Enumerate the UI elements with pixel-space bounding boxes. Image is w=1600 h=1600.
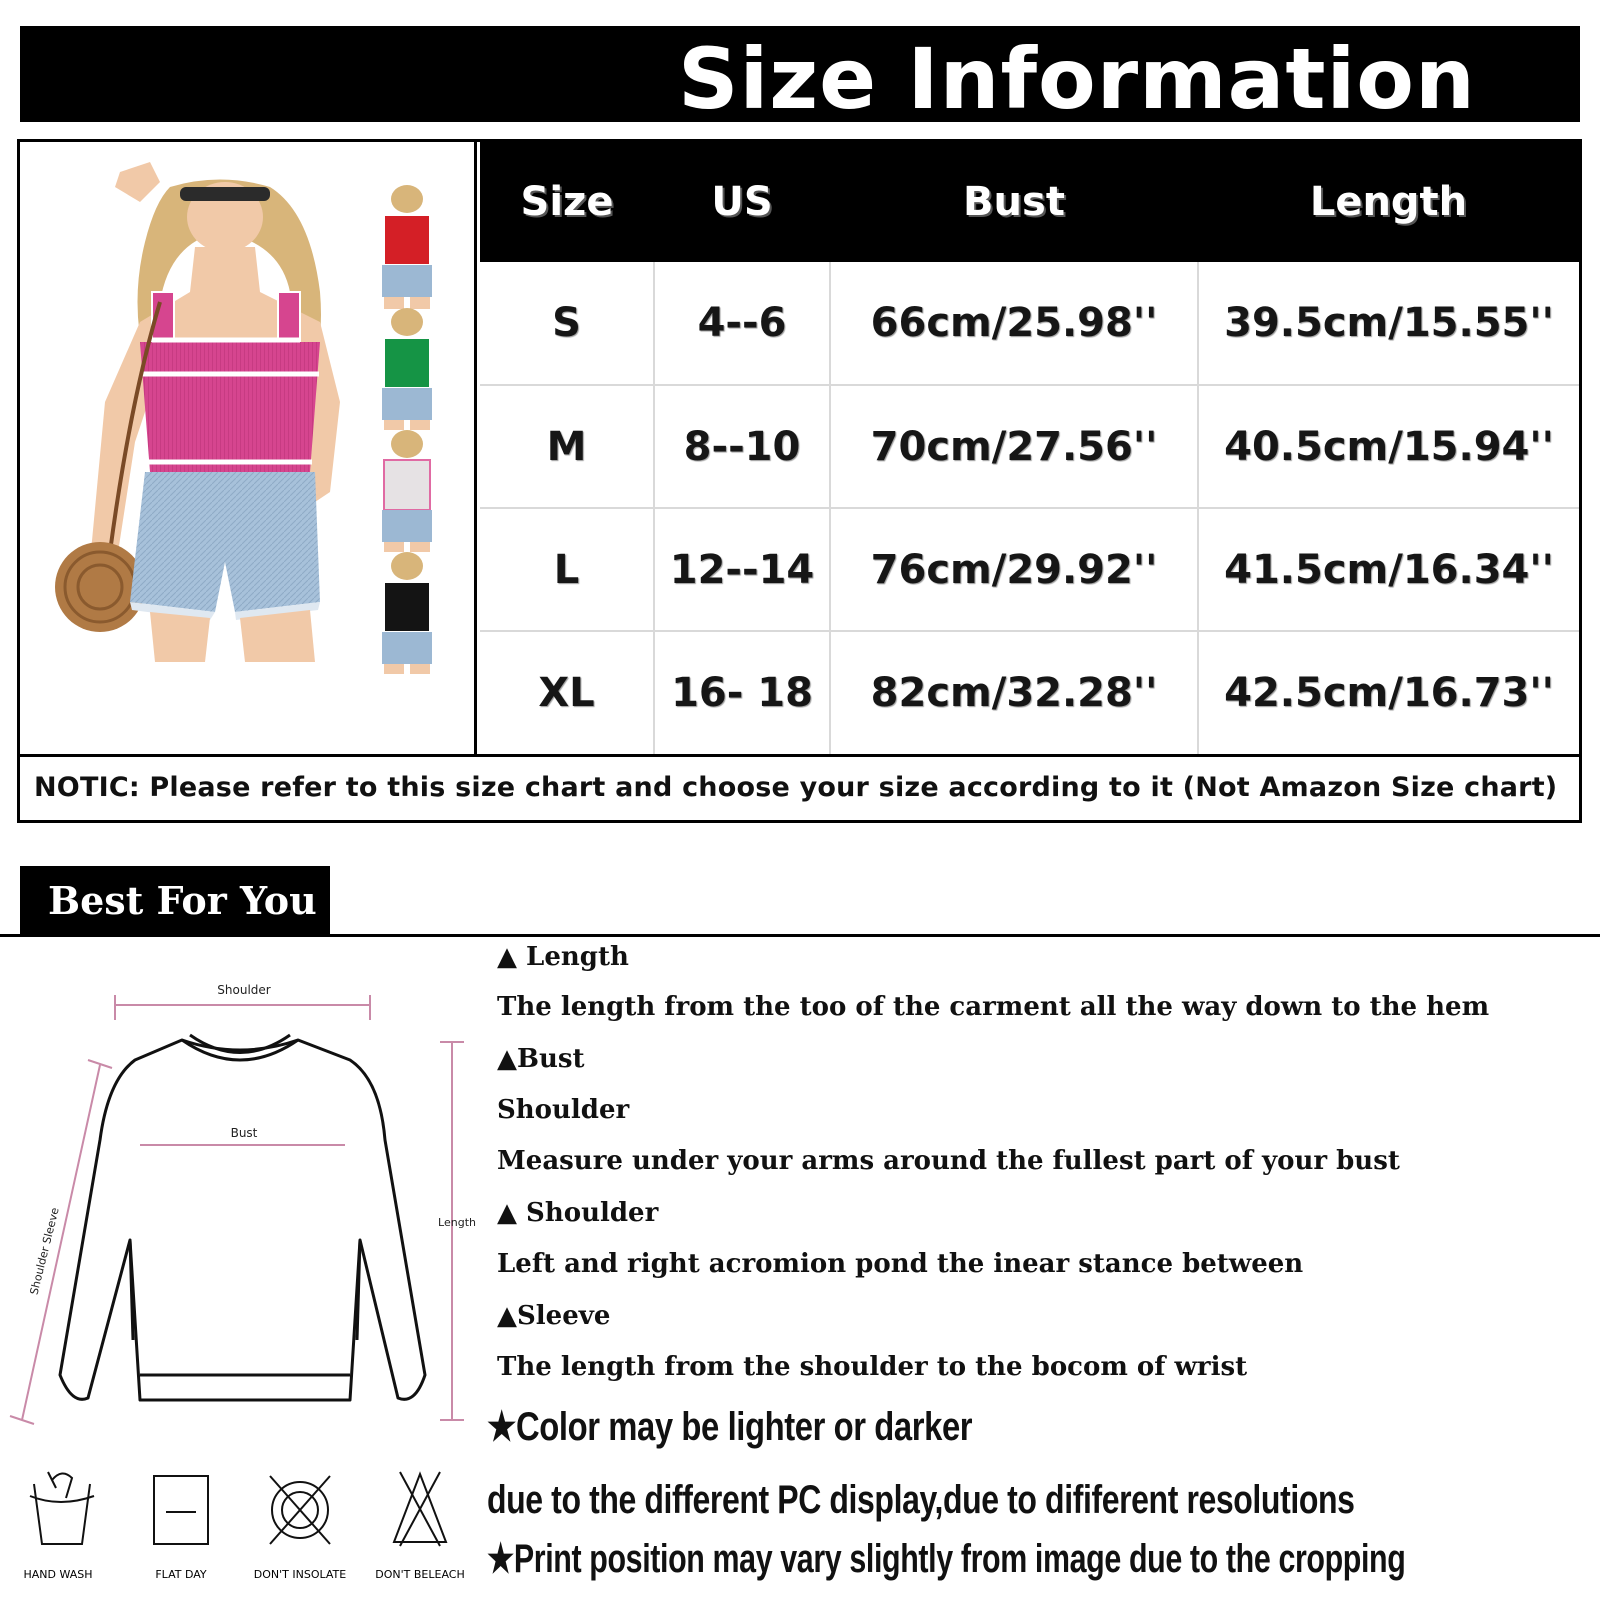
flat-dry-icon [154,1476,208,1544]
diagram-label-bust: Bust [230,1126,258,1140]
variant-black [382,552,432,674]
cell-bust: 76cm/29.92'' [830,508,1198,631]
cell-length: 39.5cm/15.55'' [1198,262,1579,385]
column-header-us: US [654,142,830,262]
cell-bust: 66cm/25.98'' [830,262,1198,385]
size-chart-box [17,139,1582,823]
column-header-size: Size [480,142,654,262]
dont-bleach-icon [394,1472,446,1546]
product-photo [20,142,477,754]
column-header-bust: Bust [830,142,1198,262]
size-notice: NOTIC: Please refer to this size chart and choose your size according to it (Not Amazon Size chart) [20,754,1579,820]
section-divider [0,934,1600,937]
guide-text-sleeve: The length from the shoulder to the bocom of wrist [497,1352,1248,1382]
page-title: Size Information [678,30,1476,128]
table-row [480,508,1579,631]
care-label: HAND WASH [23,1568,93,1581]
guide-text-length: The length from the too of the carment all the way down to the hem [497,992,1490,1022]
note-display: due to the different PC display,due to dififerent resolutions [487,1478,1355,1522]
guide-heading-length: ▲ Length [497,942,629,972]
cell-length: 42.5cm/16.73'' [1224,670,1554,716]
cell-us: 12--14 [654,508,830,631]
cell-us: 8--10 [654,385,830,508]
guide-heading-bust: ▲Bust [497,1044,585,1074]
diagram-label-length: Length [438,1216,476,1229]
table-row [480,631,1579,754]
variant-green [382,308,432,430]
care-icons [0,1468,480,1600]
cell-bust: 70cm/27.56'' [830,385,1198,508]
table-row [480,262,1579,385]
guide-heading-sleeve: ▲Sleeve [497,1301,611,1331]
size-table [480,142,1579,754]
cell-size: L [480,508,654,631]
cell-us: 4--6 [654,262,830,385]
care-label: FLAT DAY [155,1568,207,1581]
cell-bust: 82cm/32.28'' [830,631,1198,754]
table-header-row [480,142,1579,262]
cell-size: XL [480,631,654,754]
guide-text-shoulder: Left and right acromion pond the inear stance between [497,1249,1304,1279]
diagram-label-sleeve: Shoulder Sleeve [27,1206,62,1297]
guide-heading-shoulder: ▲ Shoulder [497,1198,659,1228]
guide-text-shoulder-label: Shoulder [497,1095,630,1125]
hand-wash-icon [30,1472,94,1544]
product-photo-area [20,142,477,754]
note-color: ★Color may be lighter or darker [487,1405,973,1449]
cell-size: M [480,385,654,508]
variant-red [382,185,432,309]
care-label: DON'T INSOLATE [253,1568,347,1581]
main-model [55,162,340,662]
variant-white [382,430,432,552]
sweater-outline [60,1035,425,1400]
column-header-length: Length [1198,142,1579,262]
cell-size: S [480,262,654,385]
table-row [480,385,1579,508]
measurement-diagram [0,980,480,1440]
care-label: DON'T BELEACH [375,1568,465,1581]
cell-length: 41.5cm/16.34'' [1198,508,1579,631]
note-print-position: ★Print position may vary slightly from image due to the cropping [487,1537,1406,1581]
cell-us: 16- 18 [654,631,830,754]
diagram-label-shoulder: Shoulder [217,983,271,997]
cell-length: 40.5cm/15.94'' [1198,385,1579,508]
dont-insolate-icon [270,1476,330,1544]
guide-text-bust: Measure under your arms around the fullest part of your bust [497,1146,1400,1176]
best-for-you-tab: Best For You [20,866,330,936]
title-bar [20,26,1580,128]
